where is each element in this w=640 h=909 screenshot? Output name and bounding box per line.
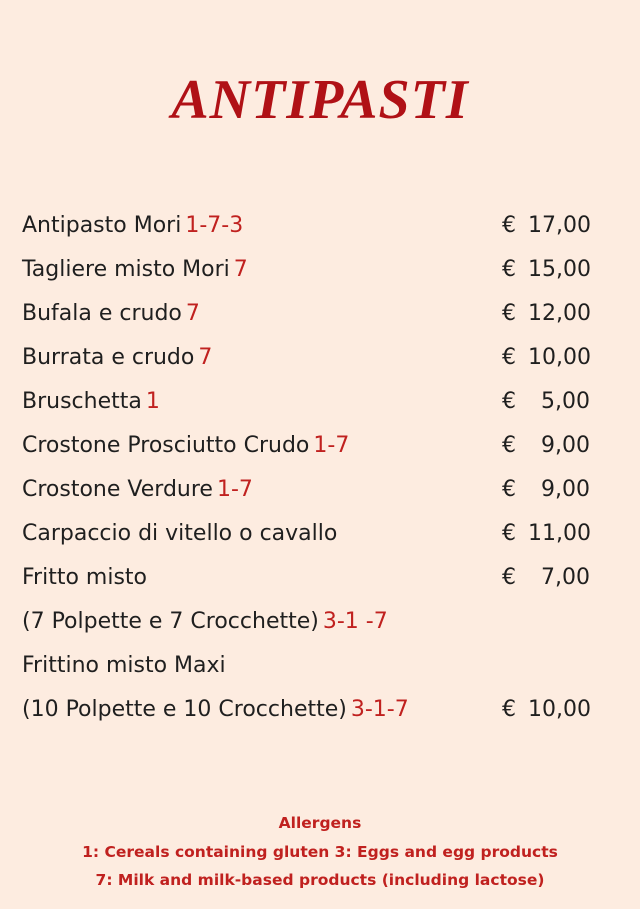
item-detail-allergens: 3-1 -7: [322, 609, 388, 634]
item-name-text: Bufala e crudo: [22, 301, 182, 326]
price-value: 12,00: [528, 301, 591, 326]
item-name: [22, 556, 151, 600]
item-name-text: Crostone Prosciutto Crudo: [22, 433, 310, 458]
item-name: [22, 380, 160, 424]
list-item-detail: [22, 600, 622, 644]
item-name: [22, 204, 243, 248]
list-item: [22, 204, 622, 248]
price-value: 17,00: [528, 213, 591, 238]
allergens-note: [0, 809, 640, 895]
allergens-line-2: 7: Milk and milk-based products (including lactose): [95, 871, 545, 890]
price-value: 11,00: [528, 521, 591, 546]
item-allergens: 1-7-3: [185, 213, 244, 238]
item-name: [22, 248, 248, 292]
price-value: 5,00: [541, 389, 590, 414]
list-item: [22, 336, 622, 380]
price-value: 10,00: [528, 697, 591, 722]
item-name-text: Crostone Verdure: [22, 477, 213, 502]
list-item: [22, 468, 622, 512]
allergens-line-1: 1: Cereals containing gluten 3: Eggs and egg products: [82, 842, 558, 861]
item-allergens: 7: [198, 345, 213, 370]
item-price: [502, 380, 622, 424]
item-name-text: Bruschetta: [22, 389, 142, 414]
list-item: [22, 424, 622, 468]
item-allergens: 1: [145, 389, 160, 414]
item-allergens: 7: [185, 301, 200, 326]
item-price: [502, 556, 622, 600]
item-price: [502, 292, 622, 336]
item-detail-text: [22, 688, 409, 732]
item-name: [22, 512, 341, 556]
item-price: [502, 512, 622, 556]
item-name-text: Tagliere misto Mori: [22, 257, 230, 282]
price-value: 7,00: [541, 565, 590, 590]
item-name: [22, 424, 349, 468]
list-item: [22, 292, 622, 336]
price-value: 15,00: [528, 257, 591, 282]
item-name-text: Fritto misto: [22, 565, 148, 590]
item-name-text: Burrata e crudo: [22, 345, 195, 370]
currency-symbol: €: [502, 565, 516, 590]
allergens-heading: Allergens: [278, 813, 362, 832]
item-detail-text: [22, 600, 388, 644]
item-name: [22, 336, 212, 380]
currency-symbol: €: [502, 521, 516, 546]
price-value: 9,00: [541, 477, 590, 502]
item-name: [22, 468, 253, 512]
item-detail-label: (7 Polpette e 7 Crocchette): [22, 609, 319, 634]
list-item: [22, 512, 622, 556]
list-item: [22, 556, 622, 600]
item-allergens: 1-7: [216, 477, 253, 502]
item-detail-allergens: 3-1-7: [350, 697, 409, 722]
item-name-text: Carpaccio di vitello o cavallo: [22, 521, 338, 546]
currency-symbol: €: [502, 213, 516, 238]
list-item: [22, 248, 622, 292]
currency-symbol: €: [502, 345, 516, 370]
currency-symbol: €: [502, 477, 516, 502]
currency-symbol: €: [502, 301, 516, 326]
item-name: [22, 292, 200, 336]
currency-symbol: €: [502, 389, 516, 414]
item-name-text: Antipasto Mori: [22, 213, 182, 238]
item-allergens: 1-7: [313, 433, 350, 458]
currency-symbol: €: [502, 257, 516, 282]
item-name-text: Frittino misto Maxi: [22, 653, 226, 678]
item-price: [502, 248, 622, 292]
item-price: [502, 204, 622, 248]
page-title: ANTIPASTI: [171, 69, 469, 131]
currency-symbol: €: [502, 697, 516, 722]
price-value: 10,00: [528, 345, 591, 370]
item-price: [502, 468, 622, 512]
list-item-detail: [22, 688, 622, 732]
price-value: 9,00: [541, 433, 590, 458]
currency-symbol: €: [502, 433, 516, 458]
item-price: [502, 688, 622, 732]
item-name: [22, 644, 230, 688]
item-price: [502, 336, 622, 380]
item-detail-label: (10 Polpette e 10 Crocchette): [22, 697, 347, 722]
item-price: [502, 424, 622, 468]
list-item: [22, 644, 622, 688]
menu-item-list: [0, 204, 640, 732]
item-allergens: 7: [233, 257, 248, 282]
list-item: [22, 380, 622, 424]
